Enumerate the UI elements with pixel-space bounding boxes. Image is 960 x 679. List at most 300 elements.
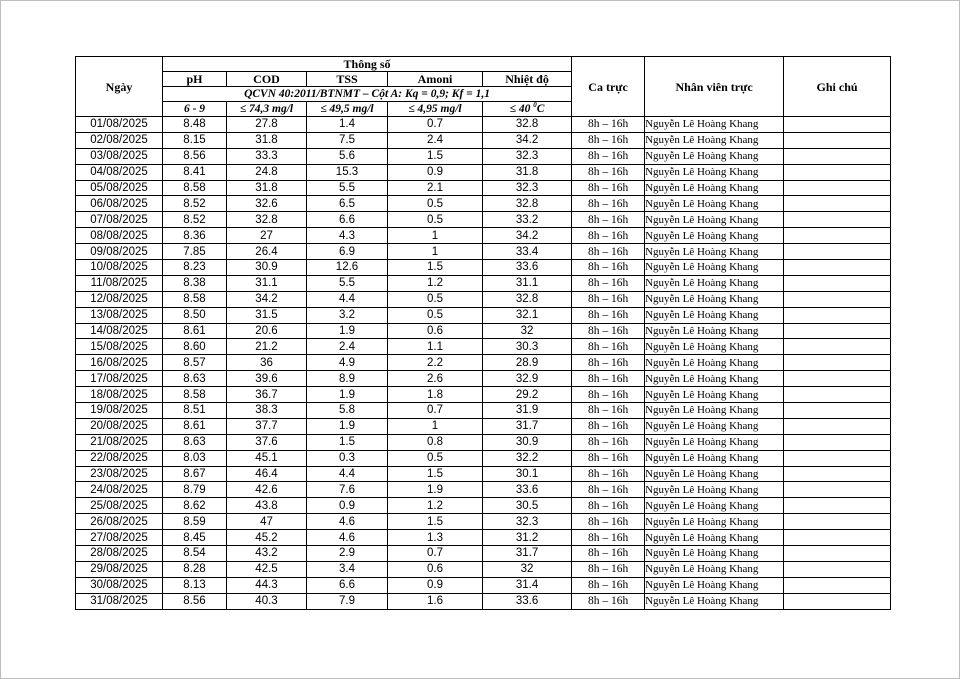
cod-cell: 24.8 — [227, 164, 307, 180]
staff-cell: Nguyễn Lê Hoàng Khang — [645, 498, 784, 514]
shift-cell: 8h – 16h — [572, 117, 645, 133]
ph-cell: 8.23 — [163, 260, 227, 276]
temp-cell: 32.1 — [483, 307, 572, 323]
temp-cell: 31.4 — [483, 577, 572, 593]
cod-cell: 31.5 — [227, 307, 307, 323]
shift-cell: 8h – 16h — [572, 339, 645, 355]
shift-cell: 8h – 16h — [572, 593, 645, 609]
staff-cell: Nguyễn Lê Hoàng Khang — [645, 212, 784, 228]
standard-header: QCVN 40:2011/BTNMT – Cột A: Kq = 0,9; Kf = 1,1 — [163, 87, 572, 102]
shift-cell: 8h – 16h — [572, 546, 645, 562]
shift-cell: 8h – 16h — [572, 450, 645, 466]
date-cell: 08/08/2025 — [76, 228, 163, 244]
note-cell — [784, 275, 891, 291]
table-row — [76, 323, 891, 339]
amoni-cell: 1.5 — [388, 148, 483, 164]
tss-cell: 5.6 — [307, 148, 388, 164]
staff-cell: Nguyễn Lê Hoàng Khang — [645, 466, 784, 482]
temp-cell: 31.2 — [483, 530, 572, 546]
cod-cell: 47 — [227, 514, 307, 530]
temp-cell: 32.8 — [483, 117, 572, 133]
temp-cell: 31.1 — [483, 275, 572, 291]
staff-cell: Nguyễn Lê Hoàng Khang — [645, 577, 784, 593]
table-row — [76, 530, 891, 546]
shift-cell: 8h – 16h — [572, 577, 645, 593]
cod-cell: 31.1 — [227, 275, 307, 291]
temp-cell: 32.2 — [483, 450, 572, 466]
tss-cell: 12.6 — [307, 260, 388, 276]
note-cell — [784, 371, 891, 387]
shift-cell: 8h – 16h — [572, 164, 645, 180]
amoni-cell: 0.5 — [388, 450, 483, 466]
note-cell — [784, 291, 891, 307]
temp-cell: 30.9 — [483, 434, 572, 450]
tss-cell: 5.5 — [307, 180, 388, 196]
temp-cell: 32.3 — [483, 180, 572, 196]
staff-cell: Nguyễn Lê Hoàng Khang — [645, 339, 784, 355]
staff-cell: Nguyễn Lê Hoàng Khang — [645, 148, 784, 164]
shift-cell: 8h – 16h — [572, 482, 645, 498]
tss-cell: 4.6 — [307, 514, 388, 530]
table-row — [76, 148, 891, 164]
ph-cell: 8.60 — [163, 339, 227, 355]
note-cell — [784, 418, 891, 434]
temp-cell: 30.1 — [483, 466, 572, 482]
note-cell — [784, 244, 891, 260]
note-cell — [784, 514, 891, 530]
note-cell — [784, 148, 891, 164]
date-cell: 28/08/2025 — [76, 546, 163, 562]
staff-cell: Nguyễn Lê Hoàng Khang — [645, 260, 784, 276]
date-cell: 23/08/2025 — [76, 466, 163, 482]
shift-cell: 8h – 16h — [572, 260, 645, 276]
table-row — [76, 244, 891, 260]
note-header: Ghi chú — [784, 57, 891, 117]
date-cell: 04/08/2025 — [76, 164, 163, 180]
temp-cell: 33.6 — [483, 593, 572, 609]
amoni-cell: 1 — [388, 418, 483, 434]
date-cell: 19/08/2025 — [76, 403, 163, 419]
ph-cell: 8.03 — [163, 450, 227, 466]
date-header: Ngày — [76, 57, 163, 117]
amoni-cell: 0.6 — [388, 323, 483, 339]
shift-cell: 8h – 16h — [572, 275, 645, 291]
ph-cell: 8.79 — [163, 482, 227, 498]
amoni-cell: 0.9 — [388, 577, 483, 593]
tss-cell: 2.9 — [307, 546, 388, 562]
temp-cell: 33.4 — [483, 244, 572, 260]
cod-cell: 32.8 — [227, 212, 307, 228]
amoni-cell: 0.7 — [388, 117, 483, 133]
cod-cell: 26.4 — [227, 244, 307, 260]
staff-cell: Nguyễn Lê Hoàng Khang — [645, 180, 784, 196]
amoni-cell: 2.1 — [388, 180, 483, 196]
staff-cell: Nguyễn Lê Hoàng Khang — [645, 561, 784, 577]
cod-cell: 39.6 — [227, 371, 307, 387]
tss-cell: 1.9 — [307, 418, 388, 434]
temp-cell: 34.2 — [483, 228, 572, 244]
staff-cell: Nguyễn Lê Hoàng Khang — [645, 244, 784, 260]
table-row — [76, 291, 891, 307]
tss-cell: 5.8 — [307, 403, 388, 419]
table-row — [76, 577, 891, 593]
ph-cell: 8.28 — [163, 561, 227, 577]
tss-cell: 1.9 — [307, 323, 388, 339]
table-row — [76, 260, 891, 276]
date-cell: 02/08/2025 — [76, 132, 163, 148]
shift-cell: 8h – 16h — [572, 387, 645, 403]
staff-cell: Nguyễn Lê Hoàng Khang — [645, 355, 784, 371]
amoni-cell: 1.1 — [388, 339, 483, 355]
shift-cell: 8h – 16h — [572, 307, 645, 323]
shift-cell: 8h – 16h — [572, 434, 645, 450]
tss-cell: 4.4 — [307, 291, 388, 307]
tss-cell: 8.9 — [307, 371, 388, 387]
ph-limit: 6 - 9 — [163, 102, 227, 117]
staff-cell: Nguyễn Lê Hoàng Khang — [645, 132, 784, 148]
temp-cell: 32.3 — [483, 148, 572, 164]
shift-header: Ca trực — [572, 57, 645, 117]
ph-cell: 8.56 — [163, 148, 227, 164]
cod-cell: 42.6 — [227, 482, 307, 498]
note-cell — [784, 482, 891, 498]
tss-cell: 1.5 — [307, 434, 388, 450]
table-row — [76, 514, 891, 530]
tss-cell: 7.9 — [307, 593, 388, 609]
cod-cell: 43.8 — [227, 498, 307, 514]
tss-cell: 2.4 — [307, 339, 388, 355]
date-cell: 14/08/2025 — [76, 323, 163, 339]
amoni-cell: 0.5 — [388, 212, 483, 228]
note-cell — [784, 577, 891, 593]
shift-cell: 8h – 16h — [572, 355, 645, 371]
ph-cell: 8.56 — [163, 593, 227, 609]
note-cell — [784, 530, 891, 546]
table-row — [76, 403, 891, 419]
staff-cell: Nguyễn Lê Hoàng Khang — [645, 291, 784, 307]
tss-cell: 6.5 — [307, 196, 388, 212]
tss-cell: 3.2 — [307, 307, 388, 323]
table-row — [76, 434, 891, 450]
date-cell: 11/08/2025 — [76, 275, 163, 291]
amoni-limit: ≤ 4,95 mg/l — [388, 102, 483, 117]
table-row — [76, 180, 891, 196]
table-row — [76, 466, 891, 482]
ph-cell: 8.63 — [163, 434, 227, 450]
temp-cell: 30.5 — [483, 498, 572, 514]
shift-cell: 8h – 16h — [572, 323, 645, 339]
cod-cell: 37.7 — [227, 418, 307, 434]
shift-cell: 8h – 16h — [572, 196, 645, 212]
ph-cell: 8.58 — [163, 291, 227, 307]
temp-cell: 30.3 — [483, 339, 572, 355]
date-cell: 07/08/2025 — [76, 212, 163, 228]
temp-cell: 31.9 — [483, 403, 572, 419]
cod-cell: 27 — [227, 228, 307, 244]
temp-cell: 32.8 — [483, 291, 572, 307]
date-cell: 27/08/2025 — [76, 530, 163, 546]
cod-cell: 38.3 — [227, 403, 307, 419]
tss-cell: 5.5 — [307, 275, 388, 291]
table-row — [76, 498, 891, 514]
temp-cell: 33.6 — [483, 482, 572, 498]
staff-cell: Nguyễn Lê Hoàng Khang — [645, 514, 784, 530]
note-cell — [784, 260, 891, 276]
table-row — [76, 117, 891, 133]
amoni-cell: 1.5 — [388, 466, 483, 482]
staff-cell: Nguyễn Lê Hoàng Khang — [645, 593, 784, 609]
shift-cell: 8h – 16h — [572, 148, 645, 164]
table-row — [76, 561, 891, 577]
tss-limit: ≤ 49,5 mg/l — [307, 102, 388, 117]
ph-cell: 8.45 — [163, 530, 227, 546]
staff-cell: Nguyễn Lê Hoàng Khang — [645, 546, 784, 562]
tss-cell: 1.4 — [307, 117, 388, 133]
tss-cell: 4.6 — [307, 530, 388, 546]
temp-cell: 32.9 — [483, 371, 572, 387]
cod-cell: 21.2 — [227, 339, 307, 355]
table-header — [76, 57, 891, 117]
table-body — [76, 117, 891, 610]
date-cell: 05/08/2025 — [76, 180, 163, 196]
ph-cell: 8.63 — [163, 371, 227, 387]
shift-cell: 8h – 16h — [572, 180, 645, 196]
tss-cell: 0.9 — [307, 498, 388, 514]
note-cell — [784, 546, 891, 562]
amoni-cell: 0.7 — [388, 403, 483, 419]
shift-cell: 8h – 16h — [572, 291, 645, 307]
shift-cell: 8h – 16h — [572, 498, 645, 514]
cod-cell: 33.3 — [227, 148, 307, 164]
staff-cell: Nguyễn Lê Hoàng Khang — [645, 196, 784, 212]
amoni-cell: 1.5 — [388, 260, 483, 276]
table-row — [76, 132, 891, 148]
temp-cell: 34.2 — [483, 132, 572, 148]
date-cell: 03/08/2025 — [76, 148, 163, 164]
table-row — [76, 450, 891, 466]
note-cell — [784, 307, 891, 323]
cod-cell: 32.6 — [227, 196, 307, 212]
staff-cell: Nguyễn Lê Hoàng Khang — [645, 387, 784, 403]
shift-cell: 8h – 16h — [572, 561, 645, 577]
date-cell: 09/08/2025 — [76, 244, 163, 260]
tss-cell: 6.6 — [307, 577, 388, 593]
staff-cell: Nguyễn Lê Hoàng Khang — [645, 434, 784, 450]
cod-limit: ≤ 74,3 mg/l — [227, 102, 307, 117]
temp-cell: 32 — [483, 561, 572, 577]
ph-cell: 8.52 — [163, 212, 227, 228]
temp-cell: 29.2 — [483, 387, 572, 403]
tss-cell: 7.6 — [307, 482, 388, 498]
shift-cell: 8h – 16h — [572, 466, 645, 482]
note-cell — [784, 403, 891, 419]
note-cell — [784, 323, 891, 339]
tss-cell: 4.9 — [307, 355, 388, 371]
note-cell — [784, 387, 891, 403]
amoni-cell: 1.8 — [388, 387, 483, 403]
amoni-cell: 0.7 — [388, 546, 483, 562]
ph-cell: 8.61 — [163, 418, 227, 434]
note-cell — [784, 466, 891, 482]
tss-cell: 15.3 — [307, 164, 388, 180]
note-cell — [784, 450, 891, 466]
tss-cell: 7.5 — [307, 132, 388, 148]
ph-cell: 8.59 — [163, 514, 227, 530]
amoni-cell: 0.9 — [388, 164, 483, 180]
shift-cell: 8h – 16h — [572, 228, 645, 244]
amoni-cell: 1.6 — [388, 593, 483, 609]
table-row — [76, 482, 891, 498]
cod-cell: 31.8 — [227, 132, 307, 148]
shift-cell: 8h – 16h — [572, 212, 645, 228]
note-cell — [784, 117, 891, 133]
cod-cell: 20.6 — [227, 323, 307, 339]
cod-cell: 45.1 — [227, 450, 307, 466]
temp-header: Nhiệt độ — [483, 72, 572, 87]
date-cell: 29/08/2025 — [76, 561, 163, 577]
temp-cell: 33.2 — [483, 212, 572, 228]
table-row — [76, 164, 891, 180]
date-cell: 20/08/2025 — [76, 418, 163, 434]
tss-cell: 4.3 — [307, 228, 388, 244]
cod-cell: 36.7 — [227, 387, 307, 403]
date-cell: 31/08/2025 — [76, 593, 163, 609]
ph-cell: 8.38 — [163, 275, 227, 291]
ph-cell: 8.57 — [163, 355, 227, 371]
note-cell — [784, 164, 891, 180]
note-cell — [784, 434, 891, 450]
tss-cell: 6.6 — [307, 212, 388, 228]
table-row — [76, 355, 891, 371]
ph-cell: 8.58 — [163, 180, 227, 196]
ph-cell: 8.67 — [163, 466, 227, 482]
amoni-cell: 1.5 — [388, 514, 483, 530]
cod-cell: 37.6 — [227, 434, 307, 450]
date-cell: 13/08/2025 — [76, 307, 163, 323]
ph-header: pH — [163, 72, 227, 87]
date-cell: 24/08/2025 — [76, 482, 163, 498]
params-header: Thông số — [163, 57, 572, 72]
cod-cell: 44.3 — [227, 577, 307, 593]
staff-cell: Nguyễn Lê Hoàng Khang — [645, 482, 784, 498]
date-cell: 25/08/2025 — [76, 498, 163, 514]
tss-cell: 4.4 — [307, 466, 388, 482]
tss-cell: 3.4 — [307, 561, 388, 577]
table-row — [76, 196, 891, 212]
table-row — [76, 593, 891, 609]
cod-cell: 43.2 — [227, 546, 307, 562]
amoni-cell: 1.2 — [388, 498, 483, 514]
date-cell: 21/08/2025 — [76, 434, 163, 450]
ph-cell: 8.50 — [163, 307, 227, 323]
date-cell: 15/08/2025 — [76, 339, 163, 355]
shift-cell: 8h – 16h — [572, 132, 645, 148]
date-cell: 06/08/2025 — [76, 196, 163, 212]
amoni-header: Amoni — [388, 72, 483, 87]
amoni-cell: 0.8 — [388, 434, 483, 450]
shift-cell: 8h – 16h — [572, 403, 645, 419]
amoni-cell: 2.2 — [388, 355, 483, 371]
note-cell — [784, 212, 891, 228]
ph-cell: 8.15 — [163, 132, 227, 148]
cod-cell: 40.3 — [227, 593, 307, 609]
amoni-cell: 0.5 — [388, 291, 483, 307]
cod-cell: 45.2 — [227, 530, 307, 546]
cod-header: COD — [227, 72, 307, 87]
note-cell — [784, 228, 891, 244]
ph-cell: 8.51 — [163, 403, 227, 419]
date-cell: 18/08/2025 — [76, 387, 163, 403]
note-cell — [784, 339, 891, 355]
cod-cell: 30.9 — [227, 260, 307, 276]
date-cell: 22/08/2025 — [76, 450, 163, 466]
shift-cell: 8h – 16h — [572, 244, 645, 260]
note-cell — [784, 355, 891, 371]
ph-cell: 8.36 — [163, 228, 227, 244]
table-row — [76, 546, 891, 562]
table-row — [76, 418, 891, 434]
note-cell — [784, 180, 891, 196]
amoni-cell: 2.4 — [388, 132, 483, 148]
date-cell: 26/08/2025 — [76, 514, 163, 530]
temp-cell: 32.8 — [483, 196, 572, 212]
temp-cell: 28.9 — [483, 355, 572, 371]
degree-mark: 0 — [533, 101, 537, 110]
shift-cell: 8h – 16h — [572, 418, 645, 434]
staff-cell: Nguyễn Lê Hoàng Khang — [645, 418, 784, 434]
table-row — [76, 212, 891, 228]
amoni-cell: 1.2 — [388, 275, 483, 291]
temp-cell: 33.6 — [483, 260, 572, 276]
shift-cell: 8h – 16h — [572, 530, 645, 546]
temp-limit-value: ≤ 40 — [509, 103, 534, 115]
note-cell — [784, 498, 891, 514]
date-cell: 10/08/2025 — [76, 260, 163, 276]
amoni-cell: 0.5 — [388, 307, 483, 323]
note-cell — [784, 132, 891, 148]
tss-cell: 6.9 — [307, 244, 388, 260]
cod-cell: 46.4 — [227, 466, 307, 482]
table-row — [76, 339, 891, 355]
staff-cell: Nguyễn Lê Hoàng Khang — [645, 275, 784, 291]
date-cell: 30/08/2025 — [76, 577, 163, 593]
shift-cell: 8h – 16h — [572, 371, 645, 387]
date-cell: 16/08/2025 — [76, 355, 163, 371]
table-row — [76, 307, 891, 323]
cod-cell: 31.8 — [227, 180, 307, 196]
amoni-cell: 1.9 — [388, 482, 483, 498]
ph-cell: 8.52 — [163, 196, 227, 212]
ph-cell: 8.41 — [163, 164, 227, 180]
ph-cell: 8.13 — [163, 577, 227, 593]
temp-cell: 31.7 — [483, 418, 572, 434]
monitoring-table — [75, 56, 891, 610]
temp-limit — [483, 102, 572, 117]
date-cell: 17/08/2025 — [76, 371, 163, 387]
ph-cell: 8.61 — [163, 323, 227, 339]
cod-cell: 36 — [227, 355, 307, 371]
cod-cell: 34.2 — [227, 291, 307, 307]
table-row — [76, 275, 891, 291]
staff-cell: Nguyễn Lê Hoàng Khang — [645, 323, 784, 339]
temp-cell: 31.8 — [483, 164, 572, 180]
staff-cell: Nguyễn Lê Hoàng Khang — [645, 403, 784, 419]
ph-cell: 8.62 — [163, 498, 227, 514]
staff-cell: Nguyễn Lê Hoàng Khang — [645, 164, 784, 180]
ph-cell: 8.48 — [163, 117, 227, 133]
tss-header: TSS — [307, 72, 388, 87]
table-row — [76, 228, 891, 244]
